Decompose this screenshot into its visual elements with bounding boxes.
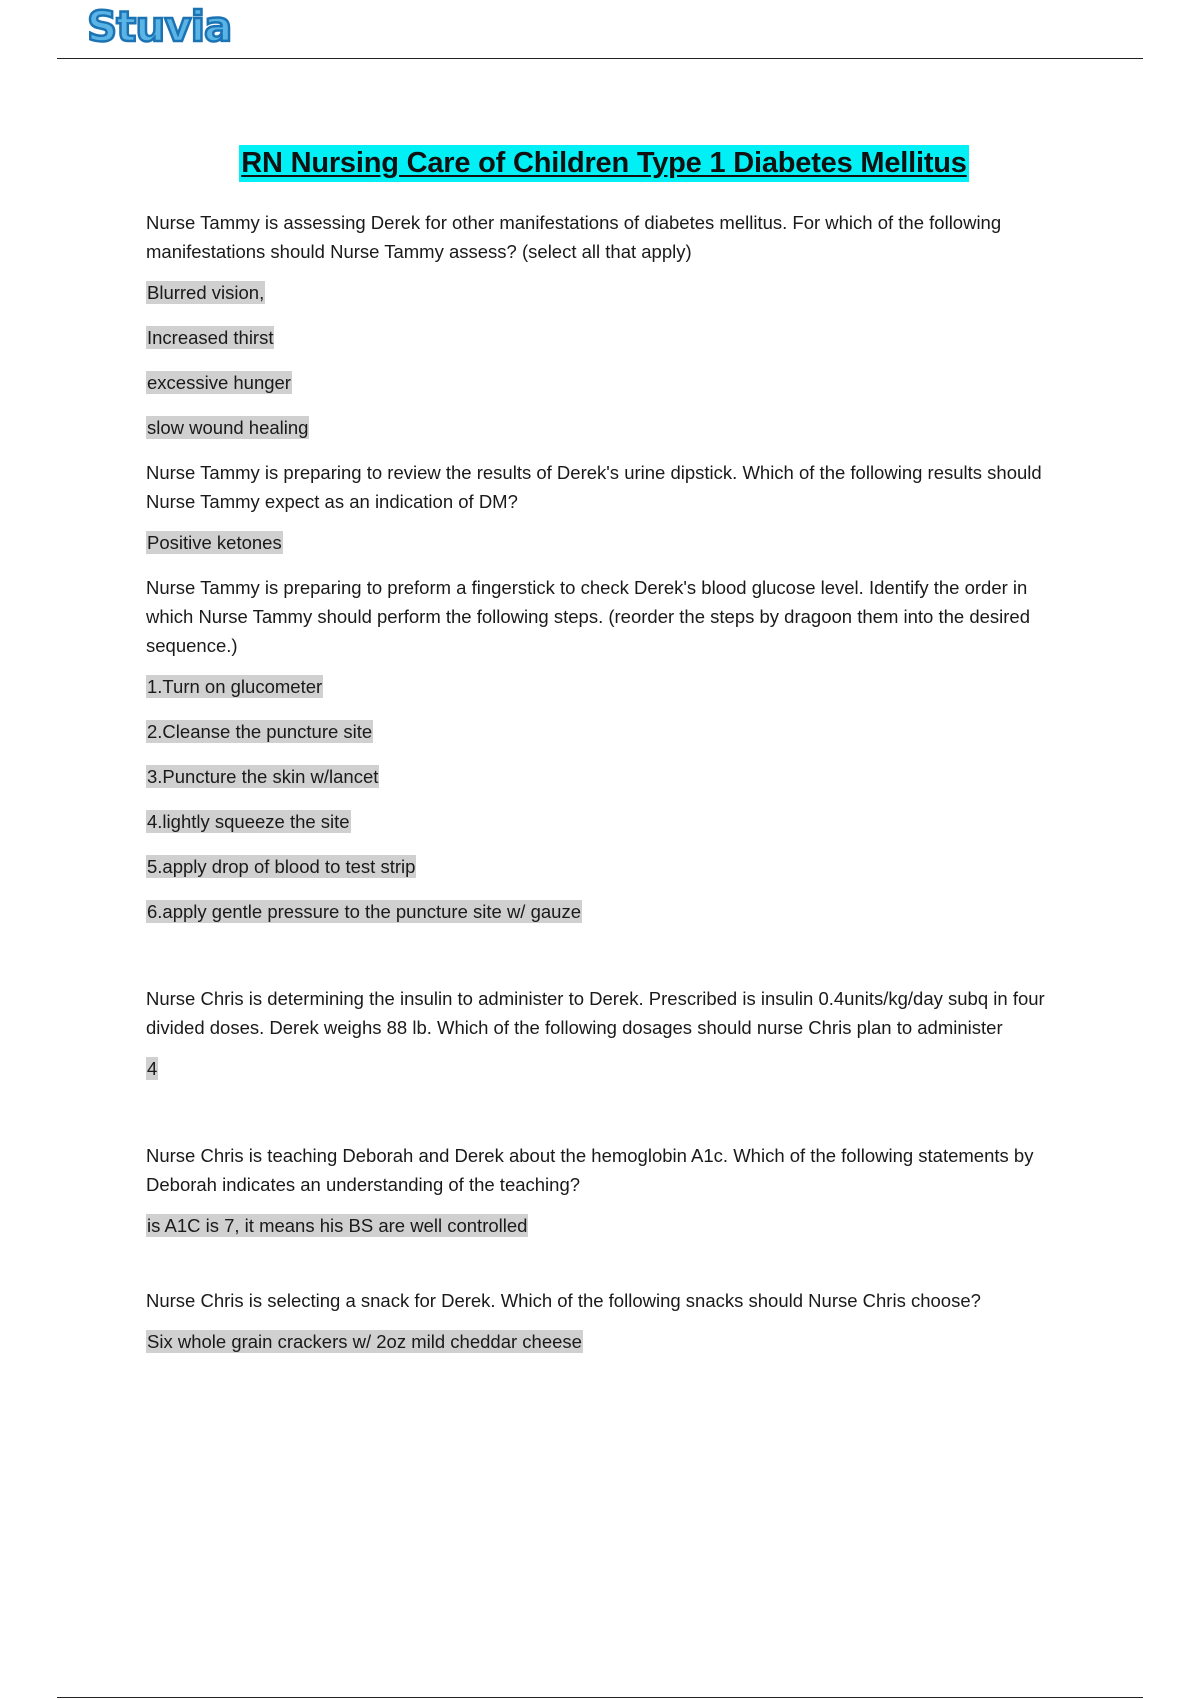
answer-highlight: 4.lightly squeeze the site: [147, 811, 350, 832]
answer-highlight: slow wound healing: [147, 417, 309, 438]
spacer: [146, 1099, 1066, 1141]
answer-highlight: 6.apply gentle pressure to the puncture site w/ gauze: [147, 901, 581, 922]
question-text: Nurse Chris is determining the insulin to administer to Derek. Prescribed is insulin 0.4units/kg/day subq in four divided doses. Derek weighs 88 lb. Which of the following dosages should nurse Chris plan to administer: [146, 988, 1045, 1038]
answer-item: [146, 807, 1066, 836]
answer-highlight: Positive ketones: [147, 532, 282, 553]
footer-divider: [57, 1697, 1143, 1698]
answer-item: [146, 278, 1066, 307]
title-wrap: [0, 145, 1200, 182]
answer-highlight: 5.apply drop of blood to test strip: [147, 856, 416, 877]
answer-item: [146, 852, 1066, 881]
answer-highlight: Blurred vision,: [147, 282, 265, 303]
answer-item: [146, 762, 1066, 791]
answer-item: [146, 1211, 1066, 1240]
stuvia-logo: Stuvia: [87, 2, 232, 51]
answer-item: [146, 1054, 1066, 1083]
answer-highlight: Six whole grain crackers w/ 2oz mild cheddar cheese: [147, 1331, 582, 1352]
answer-highlight: excessive hunger: [147, 372, 291, 393]
answer-highlight: 3.Puncture the skin w/lancet: [147, 766, 379, 787]
document-title: RN Nursing Care of Children Type 1 Diabetes Mellitus: [239, 145, 968, 182]
answer-highlight: Increased thirst: [147, 327, 274, 348]
answer-item: [146, 1327, 1066, 1356]
document-body: [146, 208, 1066, 1372]
question-text: Nurse Tammy is assessing Derek for other manifestations of diabetes mellitus. For which of the following manifestations should Nurse Tammy assess? (select all that apply): [146, 212, 1002, 262]
spacer: [146, 942, 1066, 984]
question-text: Nurse Chris is selecting a snack for Derek. Which of the following snacks should Nurse Chris choose?: [146, 1290, 981, 1311]
question-text: Nurse Chris is teaching Deborah and Derek about the hemoglobin A1c. Which of the following statements by Deborah indicates an understanding of the teaching?: [146, 1145, 1034, 1195]
answer-highlight: is A1C is 7, it means his BS are well controlled: [147, 1215, 528, 1236]
answer-item: [146, 897, 1066, 926]
answer-highlight: 4: [147, 1058, 158, 1079]
answer-highlight: 1.Turn on glucometer: [147, 676, 323, 697]
answer-item: [146, 413, 1066, 442]
spacer: [146, 1256, 1066, 1286]
page-header: [57, 0, 1143, 59]
answer-item: [146, 717, 1066, 746]
question-text: Nurse Tammy is preparing to preform a fingerstick to check Derek's blood glucose level. Identify the order in which Nurse Tammy should perform the following steps. (reorder the steps by dragoon them into the desired sequence.): [146, 577, 1030, 656]
answer-item: [146, 528, 1066, 557]
answer-highlight: 2.Cleanse the puncture site: [147, 721, 373, 742]
question-text: Nurse Tammy is preparing to review the results of Derek's urine dipstick. Which of the following results should Nurse Tammy expect as an indication of DM?: [146, 462, 1042, 512]
answer-item: [146, 323, 1066, 352]
answer-item: [146, 368, 1066, 397]
answer-item: [146, 672, 1066, 701]
